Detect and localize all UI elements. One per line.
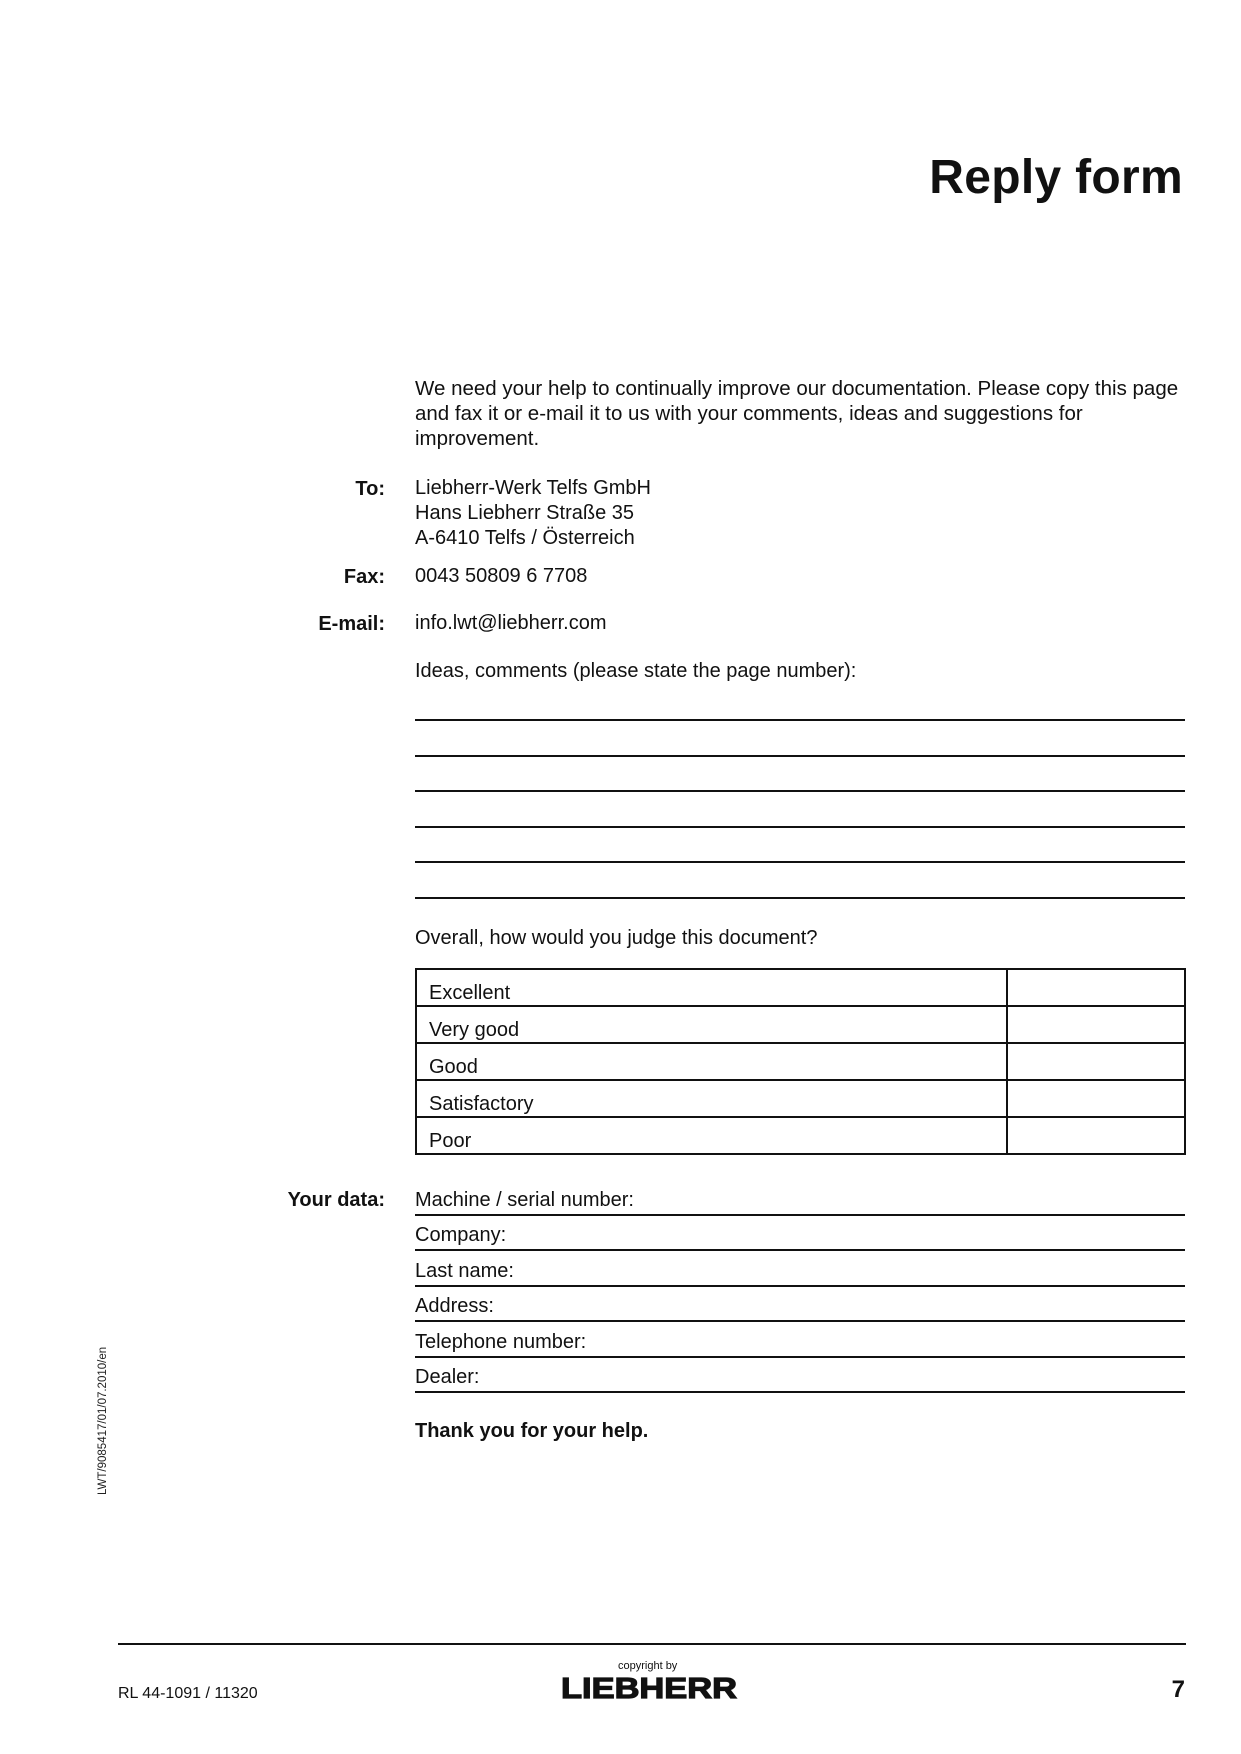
rating-checkbox[interactable] bbox=[1007, 1006, 1185, 1043]
field-label: Machine / serial number: bbox=[415, 1189, 634, 1211]
address-field[interactable] bbox=[415, 1286, 1185, 1322]
rating-option: Good bbox=[416, 1043, 1007, 1080]
rating-checkbox[interactable] bbox=[1007, 1043, 1185, 1080]
comment-line[interactable] bbox=[415, 826, 1185, 828]
to-label: To: bbox=[355, 478, 385, 500]
rating-checkbox[interactable] bbox=[1007, 1117, 1185, 1154]
field-label: Last name: bbox=[415, 1260, 514, 1282]
page-number: 7 bbox=[1171, 1676, 1185, 1703]
comment-line[interactable] bbox=[415, 719, 1185, 721]
rating-checkbox[interactable] bbox=[1007, 1080, 1185, 1117]
address-line: A-6410 Telfs / Österreich bbox=[415, 527, 635, 549]
rating-question: Overall, how would you judge this document? bbox=[415, 927, 818, 949]
page-title: Reply form bbox=[929, 151, 1183, 204]
rating-option: Excellent bbox=[416, 969, 1007, 1006]
address-line: Hans Liebherr Straße 35 bbox=[415, 502, 635, 524]
liebherr-logo-icon bbox=[560, 1674, 738, 1702]
rating-checkbox[interactable] bbox=[1007, 969, 1185, 1006]
rating-option: Satisfactory bbox=[416, 1080, 1007, 1117]
intro-text: We need your help to continually improve our documentation. Please copy this page and fax it or e-mail it to us with your comments, ideas and suggestions for improvement. bbox=[415, 377, 1179, 450]
last-name-field[interactable] bbox=[415, 1251, 1185, 1287]
table-row bbox=[416, 1117, 1185, 1154]
rating-option: Very good bbox=[416, 1006, 1007, 1043]
copyright-text: copyright by bbox=[618, 1660, 678, 1672]
machine-serial-field[interactable] bbox=[415, 1180, 1185, 1216]
table-row bbox=[416, 1043, 1185, 1080]
table-row bbox=[416, 969, 1185, 1006]
fax-number: 0043 50809 6 7708 bbox=[415, 565, 588, 587]
logo-wordmark: LIEBHERR bbox=[561, 1674, 738, 1702]
comment-line[interactable] bbox=[415, 755, 1185, 757]
field-label: Dealer: bbox=[415, 1366, 480, 1388]
rating-option: Poor bbox=[416, 1117, 1007, 1154]
field-label: Company: bbox=[415, 1224, 507, 1246]
address-line: Liebherr-Werk Telfs GmbH bbox=[415, 477, 651, 499]
company-field[interactable] bbox=[415, 1215, 1185, 1251]
comments-prompt: Ideas, comments (please state the page number): bbox=[415, 660, 857, 682]
footer-divider bbox=[118, 1643, 1186, 1645]
thanks-text: Thank you for your help. bbox=[415, 1420, 649, 1442]
field-label: Address: bbox=[415, 1295, 494, 1317]
fax-label: Fax: bbox=[343, 566, 385, 588]
email-label: E-mail: bbox=[318, 613, 385, 635]
your-data-label: Your data: bbox=[287, 1189, 385, 1211]
comment-line[interactable] bbox=[415, 790, 1185, 792]
table-row bbox=[416, 1006, 1185, 1043]
comment-line[interactable] bbox=[415, 861, 1185, 863]
dealer-field[interactable] bbox=[415, 1357, 1185, 1393]
side-document-code: LWT/9085417/01/07.2010/en bbox=[97, 1346, 109, 1495]
rating-table bbox=[415, 968, 1186, 1155]
telephone-field[interactable] bbox=[415, 1322, 1185, 1358]
to-address bbox=[415, 476, 651, 551]
document-reference: RL 44-1091 / 11320 bbox=[118, 1685, 258, 1702]
table-row bbox=[416, 1080, 1185, 1117]
comment-line[interactable] bbox=[415, 897, 1185, 899]
email-address[interactable]: info.lwt@liebherr.com bbox=[415, 612, 607, 634]
field-label: Telephone number: bbox=[415, 1331, 587, 1353]
